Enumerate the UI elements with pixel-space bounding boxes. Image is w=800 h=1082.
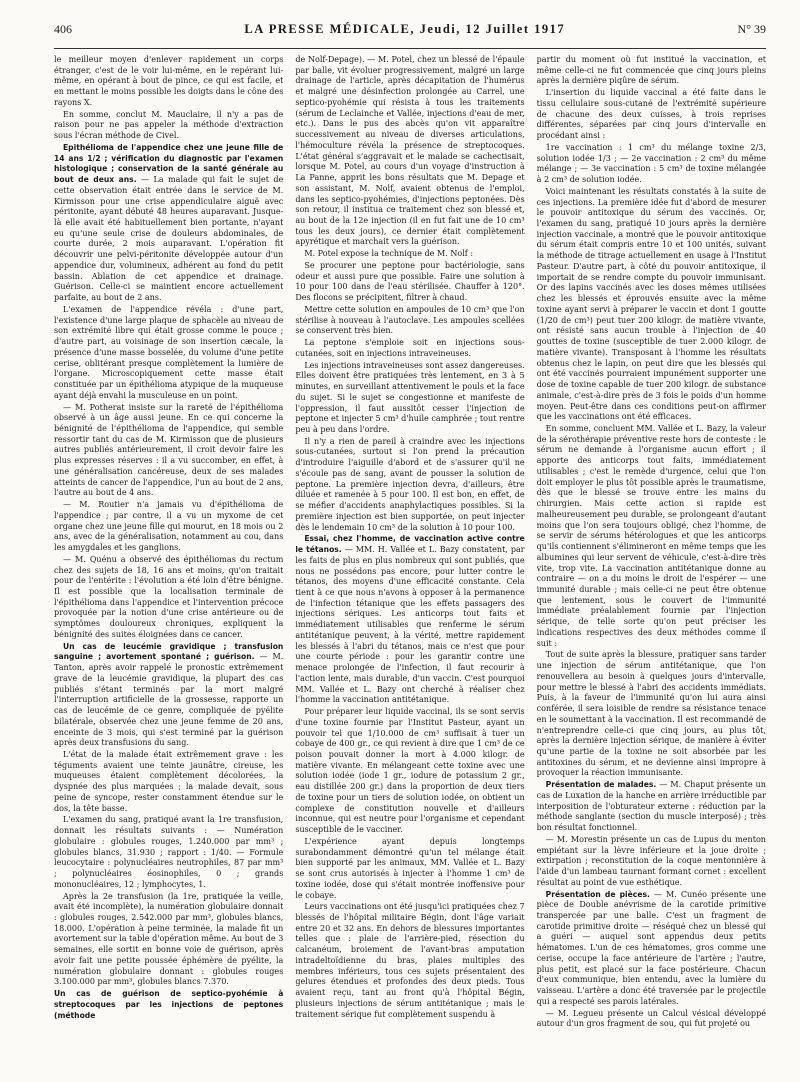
journal-title: LA PRESSE MÉDICALE, Jeudi, 12 Juillet 1917 <box>244 22 566 36</box>
section-text: — La malade qui fait le sujet de cette observation était entrée dans le service de M. Kirmisson pour une crise appendiculaire aiguë avec péritonite, ayant débuté 48 heures auparavant. Jusque-là elle avait été habituellement bien portante, n'ayant eu qu'une seule crise de douleurs abdominales, de courte durée, 2 mois auparavant. L'opération fit découvrir une pelvi-péritonite développée autour d'un appendice dur, volumineux, adhérent au fond du petit bassin. Ablation de cet appendice et drainage. Guérison. Celle-ci se maintient encore actuellement parfaite, au bout de 2 ans. <box>54 175 284 303</box>
section-title: Un cas de leucémie gravidique ; transfusion sanguine ; avortement spontané ; guérison. <box>54 641 284 662</box>
column-3 <box>537 55 766 1079</box>
page-number: 406 <box>54 22 72 36</box>
article-columns <box>54 55 766 1079</box>
paragraph: L'état de la malade était extrêmement grave : les téguments avaient une teinte jaunâtre, cireuse, les muqueuses étaient complètement décolorées, la dyspnée des plus marquées ; la malade devait, sous peine de syncope, rester constamment étendue sur le dos, la tête basse. <box>54 750 284 813</box>
paragraph: — M. Legueu présente un Calcul vésical développé autour d'un gros fragment de sou, qui fut projeté ou <box>536 1008 766 1029</box>
section-title: Présentation de malades. <box>545 780 657 790</box>
column-1 <box>54 55 283 1079</box>
paragraph: — M. Routier n'a jamais vu d'épithélioma de l'appendice ; par contre, il a vu un myxome de cet organe chez une jeune fille qui mourut, en 18 mois ou 2 ans, avec de la généralisation, notamment au cou, dans les amygdales et les ganglions. <box>54 500 284 553</box>
section-title: Essai, chez l'homme, de vaccination active contre le tétanos. <box>295 534 525 555</box>
section-presentation-malades <box>537 780 766 834</box>
section-leucemie <box>54 642 283 749</box>
paragraph: Voici maintenant les résultats constatés à la suite de ces injections. La première idée fut d'abord de mesurer le pouvoir antitoxique du sérum des vaccinés. Or, l'examen du sang, pratiqué 10 jours après la dernière injection vaccinale, a montré que le pouvoir antitoxique du sérum était compris entre 10 et 100 unités, suivant la méthode de titrage actuellement en usage à l'Institut Pasteur. D'autre part, à côté du pouvoir antitoxique, il importait de se rendre compte du pouvoir immunisant. Or des lapins vaccinés avec les doses mêmes utilisées chez les blessés et éprouvés ensuite avec la même toxine ayant servi à préparer le vaccin et dont 1 goutte (1/20 de cm³) peut tuer 200 kilogr. de matière vivante, ont résisté sans aucun trouble à l'injection de 40 gouttes de toxine (susceptible de tuer 2.000 kilogr. de matière vivante). Transposant à l'homme les résultats obtenus chez le lapin, on peut dire que les blessés qui ont été vaccinés pourraient impunément supporter une dose de toxine capable de tuer 200 kilogr. de substance animale, c'est-à-dire près de 3 fois le poids d'un homme moyen. Peut-être dans ces conditions peut-on affirmer que les vaccinations ont été efficaces. <box>536 186 766 422</box>
paragraph: le meilleur moyen d'enlever rapidement un corps étranger, c'est de le voir lui-même, en le repérant lui-même, en opérant à bout de pince, ce qui est facile, et en mettant le moins possible les doigts dans le cône des rayons X. <box>54 55 284 107</box>
paragraph: La peptone s'emploie soit en injections sous-cutanées, soit en injections intraveineuses. <box>295 338 525 358</box>
paragraph: 1re vaccination : 1 cm³ du mélange toxine 2/3, solution iodée 1/3 ; — 2e vaccination : 2 cm³ du même mélange ; — 3e vaccination : 5 cm³ de toxine mélangée à 2 cm³ de solution iodée. <box>536 142 766 185</box>
section-text: — M. Cunéo présente une pièce de Double anévrisme de la carotide primitive transpercée par une balle. C'est un fragment de carotide primitive droite — réséqué chez un blessé qui a guéri — auquel sont appendus deux petits hématomes. L'un de ces hématomes, gros comme une cerise, occupe la face antérieure de l'artère ; l'autre, plus petit, est placé sur la face postérieure. Chacun d'eux communique, bien entendu, avec la lumière du vaisseau. L'artère a donc été traversée par le projectile qui a respecté ses parois latérales. <box>536 889 766 1006</box>
paragraph: de Nolf-Depage). — M. Potel, chez un blessé de l'épaule par balle, vit évoluer progressivement, malgré un large drainage de l'article, après décapitation de l'humérus et malgré une désinfection prolongée au Carrel, une septico-pyohémie qui résista à tous les traitements (sérum de Leclainche et Vallée, injections d'eau de mer, etc.). Dans le pus des abcès qu'on vit apparaître successivement au niveau de diverses articulations, l'hémoculture révéla la présence de streptocoques. L'état général s'aggravait et le malade se cachectisait, lorsque M. Potel, au cours d'un voyage d'instruction à La Panne, apprit les bons résultats que M. Depage et son assistant, M. Nolf, avaient obtenus de l'emploi, dans les septico-pyohémies, d'injections peptonées. Dès son retour, il institua ce traitement chez son blessé et, au bout de la 12e injection (il en fut fait une de 10 cm³ tous les deux jours), ce dernier était complètement apyrétique et marchait vers la guérison. <box>295 55 525 247</box>
header-rule <box>54 48 766 49</box>
paragraph: Après la 2e transfusion (la 1re, pratiquée la veille, avait été incomplète), la numération globulaire donnait : globules rouges, 2.542.000 par mm³, globules blancs, 18.000. L'opération à peine terminée, la malade fit un avortement sur la table d'opération même. Au bout de 3 semaines, elle sortit en bonne voie de guérison, après avoir fait une petite poussée éphémère de pyélite, la numération globulaire donnant : globules rouges 3.100.000 par mm³, globules blancs 7.370. <box>54 891 284 987</box>
section-title: Présentation de pièces. <box>545 889 650 899</box>
section-tetanos <box>295 534 524 706</box>
paragraph: — M. Morestin présente un cas de Lupus du menton empiétant sur la lèvre inférieure et la joue droite ; extirpation ; reconstitution de la coque mentonnière à l'aide d'un lambeau taurnant formant cornet : excellent résultat au point de vue esthétique. <box>536 834 766 887</box>
section-presentation-pieces <box>537 890 766 1008</box>
paragraph: Leurs vaccinations ont été jusqu'ici pratiquées chez 7 blessés de l'hôpital militaire Bégin, dont l'âge variait entre 20 et 32 ans. En dehors de blessures importantes telles que : plaie de l'arrière-pied, résection du calcanéum, broiement de l'avant-bras amputation intradeltoïdienne du bras, plaies multiples des membres inférieurs, tous ces sujets présentaient des gelures étendues et profondes des deux pieds. Tous avaient reçu, tant au front qu'à l'hôpital Bégin, plusieurs injections de sérum antitétanique ; mais le traitement sérique fut complètement suspendu à <box>295 902 525 1019</box>
paragraph: En somme, conclut M. Mauclaire, il n'y a pas de raison pour ne pas appeler la méthode d'extraction sous l'écran méthode de Civel. <box>54 109 284 141</box>
section-title: Epithélioma de l'appendice chez une jeune fille de 14 ans 1/2 ; vérification du diagnostic par l'examen histologique ; conservation de la santé générale au bout de deux ans. <box>54 142 284 185</box>
section-septico-pyohemie <box>54 989 283 1021</box>
section-text: — M. Tanton, après avoir rappelé le pronostic extrêmement grave de la leucémie gravidique, la plupart des cas publiés s'étant terminés par la mort malgré l'interruption artificielle de la grossesse, rapporte un cas de leucémie de ce genre, compliquée de pyélite bilatérale, observée chez une jeune femme de 20 ans, enceinte de 3 mois, qui s'est terminé par la guérison après deux transfusions du sang. <box>54 652 284 748</box>
page-header <box>54 22 766 44</box>
paragraph: Les injections intraveineuses sont assez dangereuses. Elles doivent être pratiquées très lentement, en 3 à 5 minutes, en surveillant attentivement le pouls et la face du sujet. Si le sujet se congestionne et manifeste de l'oppression, il faut aussitôt cesser l'injection de peptone et injecter 5 cm³ d'huile camphrée ; tout rentre peu à peu dans l'ordre. <box>295 360 525 434</box>
section-epithelioma <box>54 143 283 304</box>
paragraph: M. Potel expose la technique de M. Nolf : <box>304 249 474 259</box>
paragraph: partir du moment où fut institué la vaccination, et même celle-ci ne fut commencée que cinq jours pleins après la dernière piqûre de sérum. <box>536 55 766 86</box>
paragraph: L'examen de l'appendice révéla : d'une part, l'existence d'une large plaque de sphacèle au niveau de son extrémité libre qui était grosse comme le pouce ; d'autre part, au voisinage de son insertion cæcale, la présence d'une masse bosselée, du volume d'une petite cerise, oblitérant presque complètement la lumière de l'organe. Microscopiquement cette masse était constituée par un épithélioma atypique de la muqueuse ayant déjà envahi la musculeuse en un point. <box>54 304 284 400</box>
section-text: — MM. H. Vallée et L. Bazy constatent, par les faits de plus en plus nombreux qui sont publiés, que nous ne possédons pas encore, pour lutter contre le tétanos, des moyens d'une efficacité constante. Cela tient à ce que nous n'avons à opposer à la permanence de l'infection tétanique que les effets passagers des injections sériques. Les anticorps tout faits et immédiatement utilisables que renferme le sérum antitétanique peuvent, à la vérité, mettre rapidement les blessés à l'abri du tétanos, mais ce n'est que pour une courte période : pour les garantir contre une menace prolongée de l'infection, il faut recourir à l'action lente, mais durable, d'un vaccin. C'est pourquoi MM. Vallée et L. Bazy ont cherché à réaliser chez l'homme la vaccination antitétanique. <box>295 545 525 705</box>
section-text: — M. Chaput présente un cas de Luxation de la hanche en arrière irréductible par interposition de l'obturateur externe : réduction par la méthode sanglante (section du muscle interposé) ; très bon résultat fonctionnel. <box>536 780 766 833</box>
paragraph: Tout de suite après la blessure, pratiquer sans tarder une injection de sérum antitétanique, que l'on renouvellera au besoin à quelques jours d'intervalle, pour mettre le blessé à l'abri des accidents immédiats. Puis, à la faveur de l'immunité qu'on lui aura ainsi conférée, il sera loisible de rendre sa résistance tenace en le soumettant à la vaccination. Il est recommandé de n'entreprendre celle-ci que cinq jours, au plus tôt, après la dernière injection sérique, de manière à éviter qu'une partie de la toxine ne soit absorbée par les antitoxines du sérum, et ne devienne ainsi impropre à provoquer la réaction immunisante. <box>536 650 766 778</box>
paragraph: L'insertion du liquide vaccinal a été faite dans le tissu cellulaire sous-cutané de l'extrémité supérieure de chacune des deux cuisses, à trois reprises différentes, séparées par cinq jours d'intervalle en procédant ainsi : <box>536 88 766 141</box>
paragraph: Pour préparer leur liquide vaccinal, ils se sont servis d'une toxine fournie par l'Institut Pasteur, ayant un pouvoir tel que 1/10.000 de cm³ suffisait à tuer un cobaye de 400 gr., ce qui revient à dire que 1 cm³ de ce poison pouvait donner la mort à 4.000 kilogr. de matière vivante. En mélangeant cette toxine avec une solution iodée (iode 1 gr., iodure de potassium 2 gr., eau distillée 200 gr.) dans la proportion de deux tiers de toxine pour un tiers de solution iodée, on obtient un complexe de constitution nouvelle et d'ailleurs inconnue, qui est neutre pour l'organisme et cependant susceptible de le vacciner. <box>295 707 525 835</box>
paragraph: L'expérience ayant depuis longtemps surabondamment démontré qu'un tel mélange était bien supporté par les animaux, MM. Vallée et L. Bazy se sont crus autorisés à injecter à l'homme 1 cm³ de toxine iodée, dose qui s'était montrée inoffensive pour le cobaye. <box>295 836 525 900</box>
paragraph: L'examen du sang, pratiqué avant la 1re transfusion, donnait les résultats suivants : — Numération globulaire : globules rouges, 1.240.000 par mm³ ; globules blancs, 31.930 ; rapport : 1/40. — Formule leucocytaire : polynucléaires neutrophiles, 87 par mm³ ; polynucléaires éosinophiles, 0 ; grands mononucléaires, 12 ; lymphocytes, 1. <box>54 815 284 889</box>
paragraph: — M. Potherat insiste sur la rareté de l'épithélioma observé à un âge aussi jeune. En ce qui concerne la bénignité de l'épithélioma de l'appendice, qui semble ressortir tant du cas de M. Kirmisson que de plusieurs autres publiés antérieurement, il croit devoir faire les plus expresses réserves : il a vu succomber, en effet, à une généralisation cancéreuse, deux de ses malades atteints de cancer de l'appendice, l'un au bout de 2 ans, l'autre au bout de 4 ans. <box>54 402 284 498</box>
paragraph: Mettre cette solution en ampoules de 10 cm³ que l'on stérilise à nouveau à l'autoclave. Les ampoules scellées se conservent très bien. <box>295 304 525 336</box>
paragraph: — M. Quénu a observé des épithéliomas du rectum chez des sujets de 18, 16 ans et moins, qu'on traitait pour de l'entérite : l'évolution a été loin d'être bénigne. Il est possible que la localisation terminale de l'épithélioma dans l'appendice et l'intervention précoce provoquée par la notion d'une crise antérieure ou de symptômes douloureux chroniques, expliquent la bénignité des suites éloignées dans ce cancer. <box>54 554 284 639</box>
column-2 <box>295 55 524 1079</box>
issue-number: N° 39 <box>737 22 766 36</box>
paragraph: Il n'y a rien de pareil à craindre avec les injections sous-cutanées, surtout si l'on prend la précaution d'introduire l'aiguille d'abord et de s'assurer qu'il ne s'écoule pas de sang, avant de pousser la solution de peptone. La première injection devra, d'ailleurs, être diluée et ramenée à 5 pour 100. Il est bon, en effet, de se méfier d'accidents anaphylactiques possibles. Si la première injection est bien supportée, on peut injecter dès le lendemain 10 cm³ de la solution à 10 pour 100. <box>295 436 525 532</box>
paragraph: En somme, concluent MM. Vallée et L. Bazy, la valeur de la sérothérapie préventive reste hors de conteste : le sérum ne demande à l'organisme aucun effort ; il apporte des anticorps tout faits, immédiatement utilisables ; c'est le remède d'urgence, celui que l'on doit employer le plus tôt possible après le traumatisme, dès que le blessé se trouve entre les mains du chirurgien. Mais cette action si rapide est malheureusement peu durable, se prolongeant d'autant moins que l'on sera toujours obligé, chez l'homme, de se servir de sérums hétérologues et que les anticorps qu'ils contiennent s'élimineront en même temps que les albumines qui leur servent de véhicule, c'est-à-dire très vite, trop vite. La vaccination antitétanique donne au contraire — on a du moins le droit de l'espérer — une immunité durable ; mais celle-ci ne peut être obtenue que lentement, sous le couvert de l'immunité immédiate préalablement fournie par l'injection sérique, de telle sorte qu'on peut préciser les indications respectives des deux méthodes comme il suit : <box>536 423 766 648</box>
section-title: Un cas de guérison de septico-pyohémie à streptocoques par les injections de peptones (méthode <box>54 989 284 1020</box>
paragraph: Se procurer une peptone pour bactériologie, sans odeur et aussi pure que possible. Faire une solution à 10 pour 100 dans de l'eau stérilisée. Chauffer à 120°. Des flocons se précipitent, filtrer à chaud. <box>295 260 525 303</box>
